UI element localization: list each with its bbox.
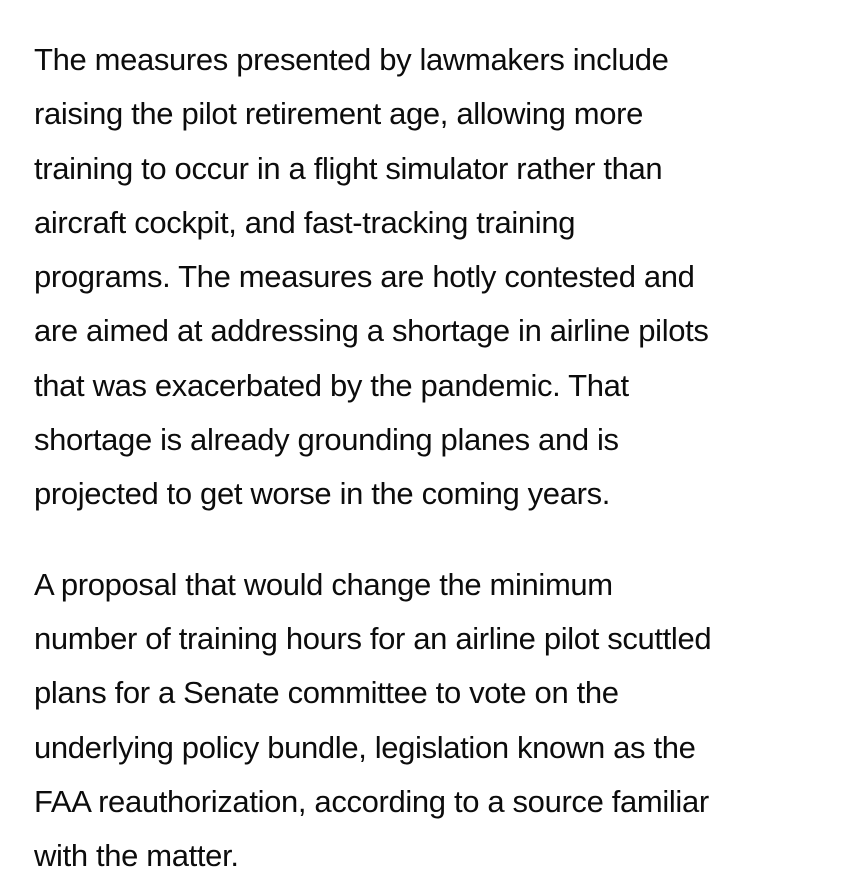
paragraph-line: aircraft cockpit, and fast-tracking training	[34, 204, 576, 240]
paragraph-line: that was exacerbated by the pandemic. That	[34, 367, 629, 403]
paragraph-line: shortage is already grounding planes and is	[34, 422, 619, 458]
paragraph-line: underlying policy bundle, legislation known as the	[34, 729, 696, 765]
paragraph-line: The measures presented by lawmakers include	[34, 42, 669, 77]
paragraph-line: FAA reauthorization, according to a source familiar	[34, 783, 709, 819]
paragraph-line: with the matter.	[34, 838, 239, 874]
paragraph-line: plans for a Senate committee to vote on the	[34, 675, 619, 711]
paragraph-1	[34, 33, 834, 522]
paragraph-line: A proposal that would change the minimum	[34, 566, 613, 602]
paragraph-line: raising the pilot retirement age, allowing more	[34, 96, 644, 132]
article-body	[34, 33, 834, 883]
paragraph-line: are aimed at addressing a shortage in airline pilots	[34, 313, 709, 349]
paragraph-line: number of training hours for an airline pilot scuttled	[34, 620, 712, 656]
paragraph-line: programs. The measures are hotly contested and	[34, 259, 695, 295]
paragraph-line: projected to get worse in the coming years.	[34, 476, 610, 512]
paragraph-2	[34, 558, 834, 884]
paragraph-line: training to occur in a flight simulator rather than	[34, 150, 663, 186]
